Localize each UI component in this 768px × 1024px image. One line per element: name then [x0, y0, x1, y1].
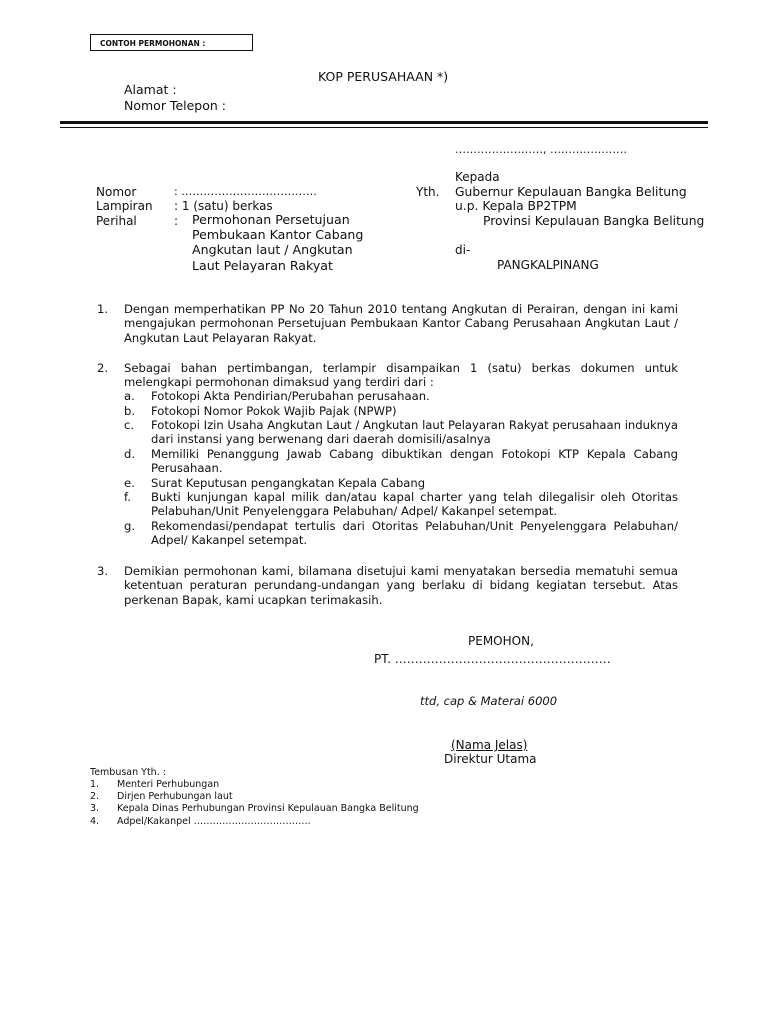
nomor-value: : ……………………………….	[174, 185, 317, 198]
list-letter: f.	[124, 490, 131, 504]
list-letter: a.	[124, 389, 135, 403]
cc-item: Menteri Perhubungan	[117, 779, 220, 790]
perihal-line: Laut Pelayaran Rakyat	[192, 258, 333, 273]
list-letter: e.	[124, 476, 135, 490]
list-text: Rekomendasi/pendapat tertulis dari Otoritas Pelabuhan/Unit Penyelenggara Pelabuhan/ Adpel/ Kakanpel setempat.	[151, 519, 678, 548]
recipient-city: PANGKALPINANG	[497, 258, 599, 272]
perihal-colon: :	[174, 214, 179, 228]
list-text: Surat Keputusan pengangkatan Kepala Cabang	[151, 476, 426, 490]
recipient-line2: u.p. Kepala BP2TPM	[455, 199, 577, 213]
letterhead-rule-thin	[60, 127, 708, 128]
date-line: ……………………, …………………	[455, 143, 627, 156]
address-label: Alamat :	[124, 82, 177, 97]
perihal-line: Permohonan Persetujuan	[192, 212, 350, 227]
cc-number: 3.	[90, 803, 100, 814]
signature-title: Direktur Utama	[444, 752, 537, 766]
recipient-kepada: Kepada	[455, 170, 500, 184]
letterhead-rule-thick	[60, 121, 708, 124]
list-text: Memiliki Penanggung Jawab Cabang dibuktikan dengan Fotokopi KTP Kepala Cabang Perusahaan.	[151, 447, 678, 476]
paragraph-number: 1.	[97, 302, 109, 316]
perihal-label: Perihal	[96, 214, 137, 228]
paragraph-3: Demikian permohonan kami, bilamana disetujui kami menyatakan bersedia mematuhi semua ketentuan peraturan perundang-undangan yang berlaku di bidang kegiatan tersebut. Atas perkenan Bapak, kami ucapkan terimakasih.	[124, 564, 678, 607]
list-letter: d.	[124, 447, 136, 461]
company-letterhead: KOP PERUSAHAAN *)	[318, 69, 449, 84]
list-text: Bukti kunjungan kapal milik dan/atau kapal charter yang telah dilegalisir oleh Otoritas Pelabuhan/Unit Penyelenggara Pelabuhan/ Adpel/ Kakanpel setempat.	[151, 490, 678, 519]
list-letter: c.	[124, 418, 135, 432]
example-tag: CONTOH PERMOHONAN :	[90, 34, 253, 51]
cc-number: 2.	[90, 791, 100, 802]
signature-stamp-note: ttd, cap & Materai 6000	[420, 694, 558, 708]
phone-label: Nomor Telepon :	[124, 98, 226, 113]
lampiran-label: Lampiran	[96, 199, 153, 213]
list-text: Fotokopi Nomor Pokok Wajib Pajak (NPWP)	[151, 404, 397, 418]
cc-item: Dirjen Perhubungan laut	[117, 791, 233, 802]
list-text: Fotokopi Akta Pendirian/Perubahan perusahaan.	[151, 389, 430, 403]
cc-number: 4.	[90, 816, 100, 827]
cc-item: Kepala Dinas Perhubungan Provinsi Kepulauan Bangka Belitung	[117, 803, 419, 814]
list-letter: g.	[124, 519, 136, 533]
signature-pemohon: PEMOHON,	[468, 634, 534, 648]
lampiran-value: : 1 (satu) berkas	[174, 199, 273, 213]
perihal-line: Pembukaan Kantor Cabang	[192, 227, 364, 242]
perihal-line: Angkutan laut / Angkutan	[192, 242, 353, 257]
paragraph-2: Sebagai bahan pertimbangan, terlampir disampaikan 1 (satu) berkas dokumen untuk melengkapi permohonan dimaksud yang terdiri dari :	[124, 361, 678, 390]
cc-number: 1.	[90, 779, 100, 790]
nomor-label: Nomor	[96, 185, 137, 199]
cc-item: Adpel/Kakanpel ……………………………….	[117, 816, 311, 827]
paragraph-1: Dengan memperhatikan PP No 20 Tahun 2010 tentang Angkutan di Perairan, dengan ini kami mengajukan permohonan Persetujuan Pembukaan Kantor Cabang Perusahaan Angkutan Laut / Angkutan Laut Pelayaran Rakyat.	[124, 302, 678, 345]
cc-heading: Tembusan Yth. :	[90, 767, 166, 778]
recipient-yth: Yth.	[416, 185, 440, 199]
paragraph-number: 3.	[97, 564, 109, 578]
recipient-line3: Provinsi Kepulauan Bangka Belitung	[483, 214, 705, 228]
recipient-line1: Gubernur Kepulauan Bangka Belitung	[455, 185, 687, 199]
recipient-di: di-	[455, 243, 471, 257]
list-letter: b.	[124, 404, 136, 418]
list-text: Fotokopi Izin Usaha Angkutan Laut / Angkutan laut Pelayaran Rakyat perusahaan induknya dari instansi yang berwenang dari daerah domisili/asalnya	[151, 418, 678, 447]
signature-company: PT. ………………………………………………	[374, 652, 611, 666]
paragraph-number: 2.	[97, 361, 109, 375]
signature-name: (Nama Jelas)	[451, 738, 528, 752]
